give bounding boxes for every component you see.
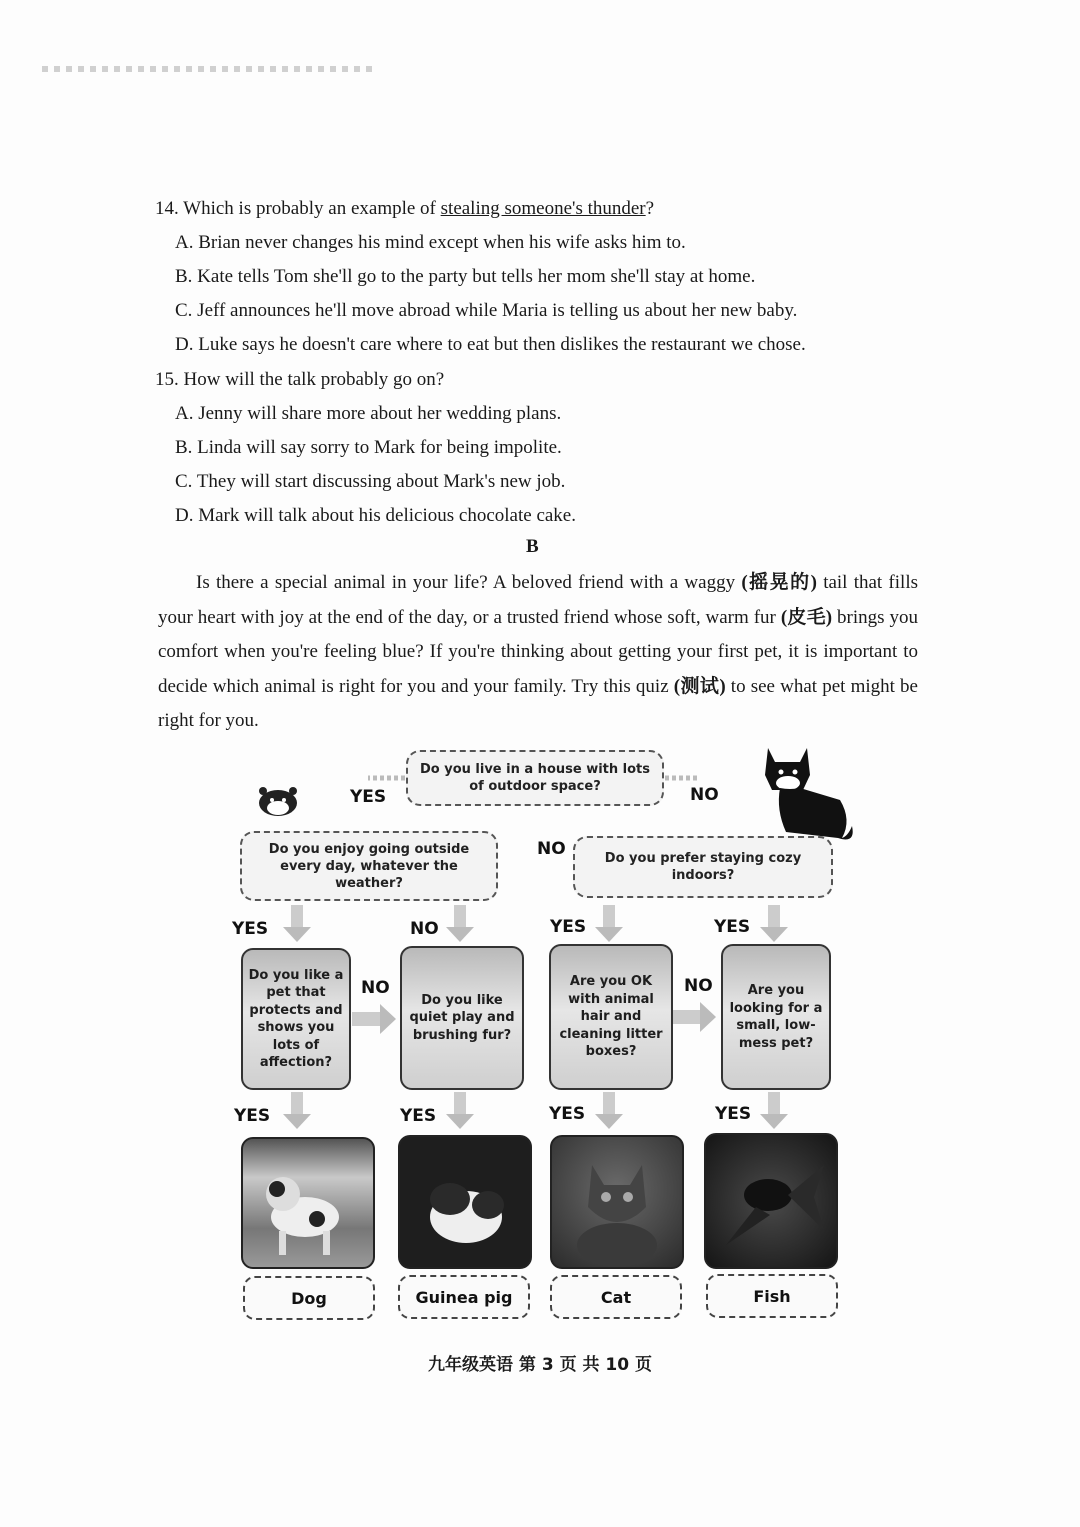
arrow-outside-yes xyxy=(283,905,311,942)
arrow-fish xyxy=(760,1092,788,1129)
question-hair: Are you OK with animal hair and cleaning litter boxes? xyxy=(549,944,673,1090)
section-label: B xyxy=(526,536,539,557)
pet-fish: Fish xyxy=(706,1274,838,1318)
question-outside: Do you enjoy going outside every day, whatever the weather? xyxy=(240,831,498,901)
arrow-hair-no xyxy=(672,1002,716,1032)
fish-photo xyxy=(704,1133,838,1269)
pet-dog: Dog xyxy=(243,1276,375,1320)
question-14-stem: 14. Which is probably an example of stealing someone's thunder? xyxy=(155,198,655,219)
guinea-pig-photo xyxy=(398,1135,532,1269)
question-affection: Do you like a pet that protects and shows you lots of affection? xyxy=(241,948,351,1090)
q15-option-a: A. Jenny will share more about her wedding plans. xyxy=(175,403,562,424)
label-yes-cat: YES xyxy=(549,1104,586,1124)
dog-photo xyxy=(241,1137,375,1269)
q15-option-c: C. They will start discussing about Mark's new job. xyxy=(175,471,566,492)
label-yes-start: YES xyxy=(350,787,387,807)
q14-option-b: B. Kate tells Tom she'll go to the party but tells her mom she'll stay at home. xyxy=(175,266,756,287)
hamster-icon xyxy=(259,787,297,816)
q14-option-a: A. Brian never changes his mind except when his wife asks him to. xyxy=(175,232,686,253)
question-quiet: Do you like quiet play and brushing fur? xyxy=(400,946,524,1090)
fish-image xyxy=(706,1135,836,1267)
arrow-cat xyxy=(595,1092,623,1129)
label-yes-indoors-2: YES xyxy=(714,917,751,937)
label-yes-outside: YES xyxy=(232,919,269,939)
label-yes-dog: YES xyxy=(234,1106,271,1126)
label-no-affection: NO xyxy=(361,978,390,998)
q15-option-d: D. Mark will talk about his delicious chocolate cake. xyxy=(175,505,576,526)
label-yes-fish: YES xyxy=(715,1104,752,1124)
q15-option-b: B. Linda will say sorry to Mark for being impolite. xyxy=(175,437,562,458)
arrow-guinea xyxy=(446,1092,474,1129)
reading-passage: Is there a special animal in your life? A beloved friend with a waggy (摇晃的) tail that fills your heart with joy at the end of the day, or a trusted friend whose soft, warm fur (皮毛) brings you comfort when you're feeling blue? If you're thinking about getting your first pet, it is important to decide which animal is right for you and your family. Try this quiz (测试) to see what pet might be right for you. xyxy=(158,572,919,731)
start-question: Do you live in a house with lots of outdoor space? xyxy=(406,750,664,806)
label-no-hair: NO xyxy=(684,976,713,996)
arrow-outside-no xyxy=(446,905,474,942)
label-no-outside: NO xyxy=(410,919,439,939)
pet-guinea-pig: Guinea pig xyxy=(398,1275,530,1319)
cat-icon xyxy=(765,748,853,840)
question-15-stem: 15. How will the talk probably go on? xyxy=(155,369,445,390)
question-small: Are you looking for a small, low-mess pet? xyxy=(721,944,831,1090)
label-no-mid: NO xyxy=(537,839,566,859)
arrow-indoors-yes-right xyxy=(760,905,788,942)
cat-photo xyxy=(550,1135,684,1269)
label-no-start: NO xyxy=(690,785,719,805)
arrow-indoors-yes xyxy=(595,905,623,942)
question-indoors: Do you prefer staying cozy indoors? xyxy=(573,836,833,898)
dog-image xyxy=(243,1139,373,1267)
pet-cat: Cat xyxy=(550,1275,682,1319)
label-yes-guinea: YES xyxy=(400,1106,437,1126)
arrow-dog xyxy=(283,1092,311,1129)
q14-option-d: D. Luke says he doesn't care where to eat but then dislikes the restaurant we chose. xyxy=(175,334,806,355)
cat-image xyxy=(552,1137,682,1267)
arrow-affection-no xyxy=(352,1004,396,1034)
page-footer: 九年级英语 第 3 页 共 10 页 xyxy=(428,1355,652,1375)
q14-option-c: C. Jeff announces he'll move abroad while Maria is telling us about her new baby. xyxy=(175,300,798,321)
label-yes-indoors: YES xyxy=(550,917,587,937)
guinea-pig-image xyxy=(400,1137,530,1267)
